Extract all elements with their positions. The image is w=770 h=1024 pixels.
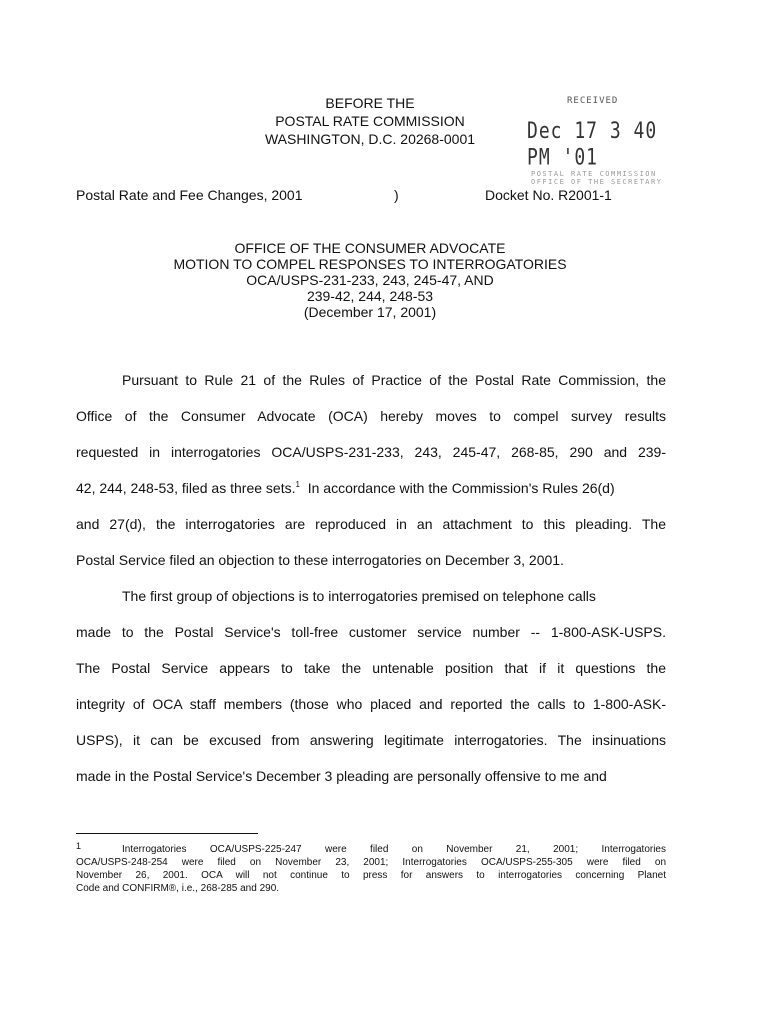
body-line: Pursuant to Rule 21 of the Rules of Practice of the Postal Rate Commission, the [122,372,666,388]
body-line: requested in interrogatories OCA/USPS-231-233, 243, 245-47, 268-85, 290 and 239- [76,444,666,460]
title-line-1: OFFICE OF THE CONSUMER ADVOCATE [234,240,506,256]
title-line-2: MOTION TO COMPEL RESPONSES TO INTERROGATORIES [173,256,567,272]
stamp-faint-line-2: OFFICE OF THE SECRETARY [531,178,663,186]
caption-heading [230,94,510,148]
body-line: The Postal Service appears to take the untenable position that if it questions the [76,660,666,676]
motion-body [76,362,666,794]
title-line-5: (December 17, 2001) [303,304,437,320]
footnote-1 [76,843,666,895]
footnote-line: November 26, 2001. OCA will not continue to press for answers to interrogatories concerning Planet [76,870,666,881]
paragraph-1 [76,362,666,578]
body-line: Postal Service filed an objection to these interrogatories on December 3, 2001. [76,552,564,568]
body-text: In accordance with the Commission's Rules 26(d) [307,480,615,496]
paragraph-2 [76,578,666,794]
received-stamp [527,96,677,186]
title-line-3: OCA/USPS-231-233, 243, 245-47, AND [246,272,494,288]
stamp-received-label: RECEIVED [567,96,619,106]
caption-line-3: WASHINGTON, D.C. 20268-0001 [264,131,476,147]
body-line: The first group of objections is to interrogatories premised on telephone calls [122,588,596,604]
caption-paren: ) [394,187,399,203]
caption-line-2: POSTAL RATE COMMISSION [275,113,465,129]
body-line: Office of the Consumer Advocate (OCA) hereby moves to compel survey results [76,408,666,424]
body-line-with-footnote [76,470,666,506]
footnote-line: Code and CONFIRM®, i.e., 268-285 and 290. [76,883,280,894]
body-line: made in the Postal Service's December 3 pleading are personally offensive to me and [76,768,607,784]
stamp-faint-line-1: POSTAL RATE COMMISSION [531,170,657,178]
body-line: integrity of OCA staff members (those who placed and reported the calls to 1-800-ASK- [76,696,666,712]
footnote-divider [76,833,258,834]
footnote-reference: 1 [295,480,300,489]
body-text: 42, 244, 248-53, filed as three sets. [76,480,296,496]
motion-title [110,240,630,320]
docket-number: Docket No. R2001-1 [485,187,612,203]
footnote-number: 1 [76,841,82,851]
body-line: and 27(d), the interrogatories are reproduced in an attachment to this pleading. The [76,516,666,532]
footnote-line: OCA/USPS-248-254 were filed on November 23, 2001; Interrogatories OCA/USPS-255-305 were filed on [76,857,666,868]
caption-line-1: BEFORE THE [325,95,415,111]
title-line-4: 239-42, 244, 248-53 [306,288,434,304]
proceeding-name: Postal Rate and Fee Changes, 2001 [76,187,303,203]
footnote-line: Interrogatories OCA/USPS-225-247 were filed on November 21, 2001; Interrogatories [122,844,666,855]
stamp-date: Dec 17 3 40 PM '01 [527,118,658,171]
body-line: USPS), it can be excused from answering legitimate interrogatories. The insinuations [76,732,666,748]
body-line: made to the Postal Service's toll-free customer service number -- 1-800-ASK-USPS. [76,624,666,640]
